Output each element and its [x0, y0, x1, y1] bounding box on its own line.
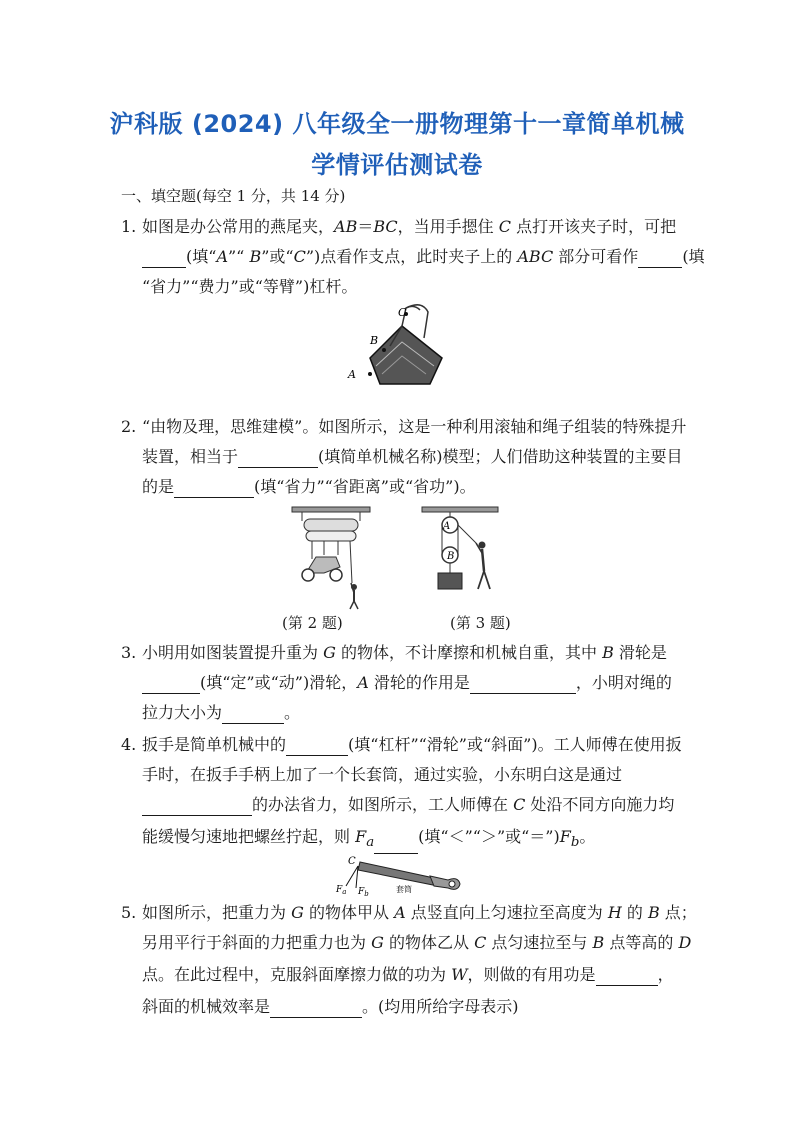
weight-box [438, 573, 462, 589]
q3-blank-1[interactable] [142, 675, 200, 694]
ceiling-beam [422, 507, 498, 512]
wrench-figure [334, 852, 464, 896]
clip-label-c: C [398, 306, 407, 319]
wrench-label-sleeve: 套筒 [396, 885, 412, 894]
clip-body [370, 326, 442, 384]
q5-line2: 另用平行于斜面的力把重力也为 G 的物体乙从 C 点匀速拉至与 B 点等高的 D [142, 933, 692, 952]
q5-line4: 斜面的机械效率是 。(均用所给字母表示) [142, 997, 519, 1016]
clip-label-b: B [370, 334, 379, 347]
q1-line2: (填“A”“ B”或“C”)点看作支点，此时夹子上的 ABC 部分可看作 (填 [142, 246, 705, 268]
q4-blank-1[interactable] [286, 737, 348, 756]
page-title: 沪科版 (2024) 八年级全一册物理第十一章简单机械 [109, 110, 685, 138]
ceiling-beam [292, 507, 370, 512]
q3-line1: 3. 小明用如图装置提升重为 G 的物体，不计摩擦和机械自重，其中 B 滑轮是 [121, 643, 667, 662]
wrench-label-fb: $F_b$ [358, 887, 369, 896]
svg-text:A: A [443, 521, 451, 532]
q1-number: 1. [121, 217, 137, 236]
figure-caption-2: (第 2 题) [282, 614, 343, 632]
pulley-figure [420, 503, 500, 611]
binder-clip-figure [340, 302, 470, 394]
q4-number: 4. [121, 735, 137, 754]
wrench-sleeve [358, 862, 438, 886]
q2-line2: 装置，相当于 (填简单机械名称)模型；人们借助这种装置的主要目 [142, 447, 683, 466]
figure-caption-3: (第 3 题) [450, 614, 511, 632]
q3-number: 3. [121, 643, 137, 662]
q1-blank-2[interactable] [638, 249, 682, 268]
q5-number: 5. [121, 903, 137, 922]
clip-label-a: A [348, 368, 356, 381]
page-subtitle: 学情评估测试卷 [311, 151, 483, 179]
q2-number: 2. [121, 417, 137, 436]
q4-line1: 4. 扳手是简单机械中的 (填“杠杆”“滑轮”或“斜面”)。工人师傅在使用扳 [121, 735, 682, 754]
q1-blank-1[interactable] [142, 249, 186, 268]
q4-line3: 的办法省力，如图所示，工人师傅在 C 处沿不同方向施力均 [142, 794, 674, 816]
q3-blank-2[interactable] [470, 675, 576, 694]
wrench-label-fa: $F_a$ [336, 885, 347, 896]
q4-line2: 手时，在扳手手柄上加了一个长套筒，通过实验，小东明白这是通过 [142, 765, 623, 784]
q3-line2: (填“定”或“动”)滑轮，A 滑轮的作用是 ，小明对绳的 [142, 672, 672, 694]
wrench-label-c: C [348, 856, 356, 867]
roller-lift-figure [288, 503, 374, 611]
q2-line3: 的是 (填“省力”“省距离”或“省功”)。 [142, 477, 476, 496]
roller-top [304, 519, 358, 531]
section-heading: 一、填空题(每空 1 分，共 14 分) [121, 187, 346, 205]
q2-blank-1[interactable] [238, 449, 318, 468]
q4-line4: 能缓慢匀速地把螺丝拧起，则 $F_a$ (填“＜”“＞”或“$=”)F_b$。 [142, 826, 595, 854]
q3-blank-3[interactable] [222, 705, 284, 724]
roller-bottom [306, 531, 356, 541]
scooter-wheel-back [330, 569, 342, 581]
q4-blank-2[interactable] [142, 797, 252, 816]
q3-line3: 拉力大小为 。 [142, 703, 301, 722]
wrench-head [430, 876, 460, 889]
q1-line1: 1. 如图是办公常用的燕尾夹，AB＝BC，当用手摁住 C 点打开该夹子时，可把 [121, 217, 677, 236]
svg-text:B: B [447, 551, 455, 562]
q5-line3: 点。在此过程中，克服斜面摩擦力做的功为 W，则做的有用功是 ， [142, 965, 674, 984]
q5-line1: 5. 如图所示，把重力为 G 的物体甲从 A 点竖直向上匀速拉至高度为 H 的 B 点； [121, 903, 697, 922]
q2-line1: 2. “由物及理，思维建模”。如图所示，这是一种利用滚轴和绳子组装的特殊提升 [121, 417, 687, 436]
q2-blank-2[interactable] [174, 479, 254, 498]
scooter-wheel-front [302, 569, 314, 581]
q5-blank-2[interactable] [270, 999, 362, 1018]
q5-blank-1[interactable] [596, 967, 658, 986]
q1-line3: “省力”“费力”或“等臂”)杠杆。 [142, 277, 358, 296]
